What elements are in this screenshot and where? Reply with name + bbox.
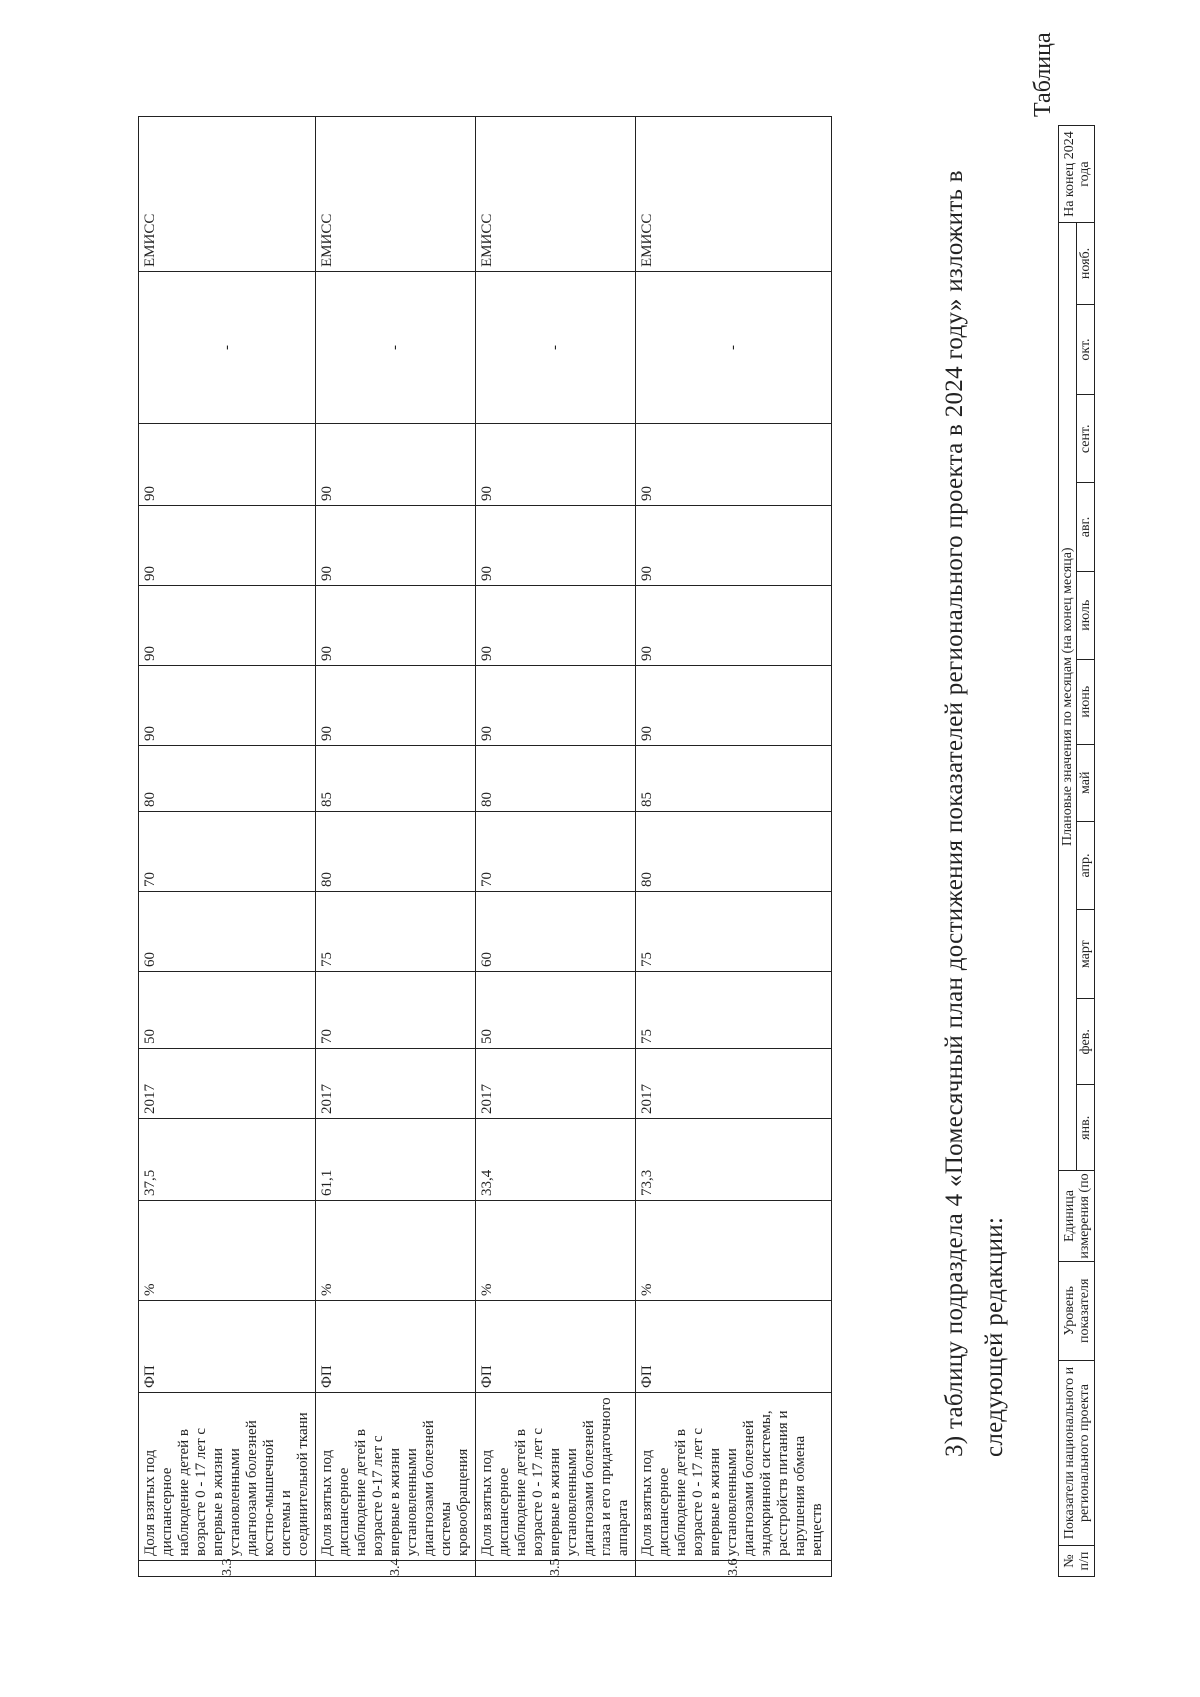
row-level: ФП: [636, 1301, 832, 1393]
header-month: янв.: [1077, 1085, 1095, 1171]
paragraph-line-2: следующей редакции:: [981, 1216, 1008, 1457]
header-row-1: [1059, 126, 1077, 1577]
row-month-value: 90: [636, 424, 832, 506]
row-level: ФП: [139, 1301, 316, 1393]
row-level: ФП: [476, 1301, 636, 1393]
row-month-value: -: [316, 272, 476, 424]
table-caption: Таблица: [1030, 32, 1056, 117]
row-unit: %: [476, 1201, 636, 1301]
row-month-value: 90: [636, 506, 832, 586]
row-month-value: 90: [316, 666, 476, 746]
row-base-year: 2017: [476, 1049, 636, 1119]
row-month-value: 70: [139, 812, 316, 892]
header-num: № п/п: [1059, 1546, 1095, 1577]
table-row: [316, 117, 476, 1577]
header-month: сент.: [1077, 395, 1095, 483]
paragraph-line-1: 3) таблицу подраздела 4 «Помесячный план достижения показателей регионального проекта в 2024 году» изложить в: [941, 170, 968, 1457]
table-row: [476, 117, 636, 1577]
row-month-value: 90: [316, 506, 476, 586]
row-base-year: 2017: [636, 1049, 832, 1119]
row-source: ЕМИСС: [139, 117, 316, 272]
row-month-value: 90: [139, 506, 316, 586]
row-base-value: 73,3: [636, 1119, 832, 1201]
header-month: апр.: [1077, 821, 1095, 909]
row-month-value: 90: [476, 424, 636, 506]
row-base-year: 2017: [316, 1049, 476, 1119]
plan-table-header: [1058, 125, 1095, 1577]
row-month-value: 90: [476, 666, 636, 746]
row-unit: %: [316, 1201, 476, 1301]
row-indicator: Доля взятых под диспансерное наблюдение детей в возрасте 0 - 17 лет с впервые в жизни установленными диагнозами болезней эндокринной системы, расстройств питания и нарушения обмена веществ: [636, 1393, 832, 1561]
row-month-value: 75: [636, 892, 832, 972]
instruction-paragraph: [935, 7, 1015, 1457]
row-number: 3.4: [316, 1561, 476, 1577]
row-base-value: 33,4: [476, 1119, 636, 1201]
table-row: [636, 117, 832, 1577]
header-month: июль: [1077, 571, 1095, 659]
row-month-value: 80: [476, 746, 636, 812]
row-month-value: 90: [636, 666, 832, 746]
row-unit: %: [139, 1201, 316, 1301]
header-month: март: [1077, 910, 1095, 999]
row-number: 3.5: [476, 1561, 636, 1577]
row-base-year: 2017: [139, 1049, 316, 1119]
row-month-value: 70: [476, 812, 636, 892]
header-month: нояб.: [1077, 223, 1095, 305]
row-month-value: 90: [316, 424, 476, 506]
header-year-end: На конец 2024 года: [1059, 126, 1095, 223]
row-source: ЕМИСС: [636, 117, 832, 272]
header-month: фев.: [1077, 999, 1095, 1085]
row-month-value: 90: [139, 586, 316, 666]
row-month-value: 80: [139, 746, 316, 812]
row-source: ЕМИСС: [476, 117, 636, 272]
row-month-value: 85: [636, 746, 832, 812]
row-indicator: Доля взятых под диспансерное наблюдение детей в возрасте 0 - 17 лет с впервые в жизни установленными диагнозами болезней глаза и его придаточного аппарата: [476, 1393, 636, 1561]
row-indicator: Доля взятых под диспансерное наблюдение детей в возрасте 0 - 17 лет с впервые в жизни установленными диагнозами болезней костно-мышечной системы и соединительной ткани: [139, 1393, 316, 1561]
header-month: май: [1077, 744, 1095, 821]
header-unit: Единица измерения (по: [1059, 1171, 1095, 1261]
row-month-value: 50: [476, 972, 636, 1049]
row-month-value: 90: [476, 586, 636, 666]
row-number: 3.6: [636, 1561, 832, 1577]
row-month-value: -: [476, 272, 636, 424]
header-month: окт.: [1077, 304, 1095, 394]
header-level: Уровень показателя: [1059, 1261, 1095, 1360]
header-month: июнь: [1077, 659, 1095, 744]
indicator-table: [138, 116, 832, 1577]
row-month-value: 75: [636, 972, 832, 1049]
row-month-value: -: [636, 272, 832, 424]
row-month-value: 90: [139, 424, 316, 506]
header-indicator: Показатели национального и регионального проекта: [1059, 1360, 1095, 1545]
header-month: авг.: [1077, 483, 1095, 571]
row-unit: %: [636, 1201, 832, 1301]
row-month-value: 60: [476, 892, 636, 972]
row-base-value: 61,1: [316, 1119, 476, 1201]
row-month-value: 75: [316, 892, 476, 972]
row-month-value: 60: [139, 892, 316, 972]
row-month-value: 85: [316, 746, 476, 812]
header-plan-group: Плановые значения по месяцам (на конец месяца): [1059, 223, 1077, 1171]
row-source: ЕМИСС: [316, 117, 476, 272]
row-month-value: -: [139, 272, 316, 424]
row-month-value: 90: [139, 666, 316, 746]
row-level: ФП: [316, 1301, 476, 1393]
row-month-value: 70: [316, 972, 476, 1049]
row-month-value: 90: [636, 586, 832, 666]
row-number: 3.3: [139, 1561, 316, 1577]
row-indicator: Доля взятых под диспансерное наблюдение детей в возрасте 0-17 лет с впервые в жизни установленными диагнозами болезней системы кровообращения: [316, 1393, 476, 1561]
row-month-value: 80: [636, 812, 832, 892]
row-month-value: 90: [476, 506, 636, 586]
row-month-value: 50: [139, 972, 316, 1049]
row-month-value: 80: [316, 812, 476, 892]
row-month-value: 90: [316, 586, 476, 666]
row-base-value: 37,5: [139, 1119, 316, 1201]
table-row: [139, 117, 316, 1577]
